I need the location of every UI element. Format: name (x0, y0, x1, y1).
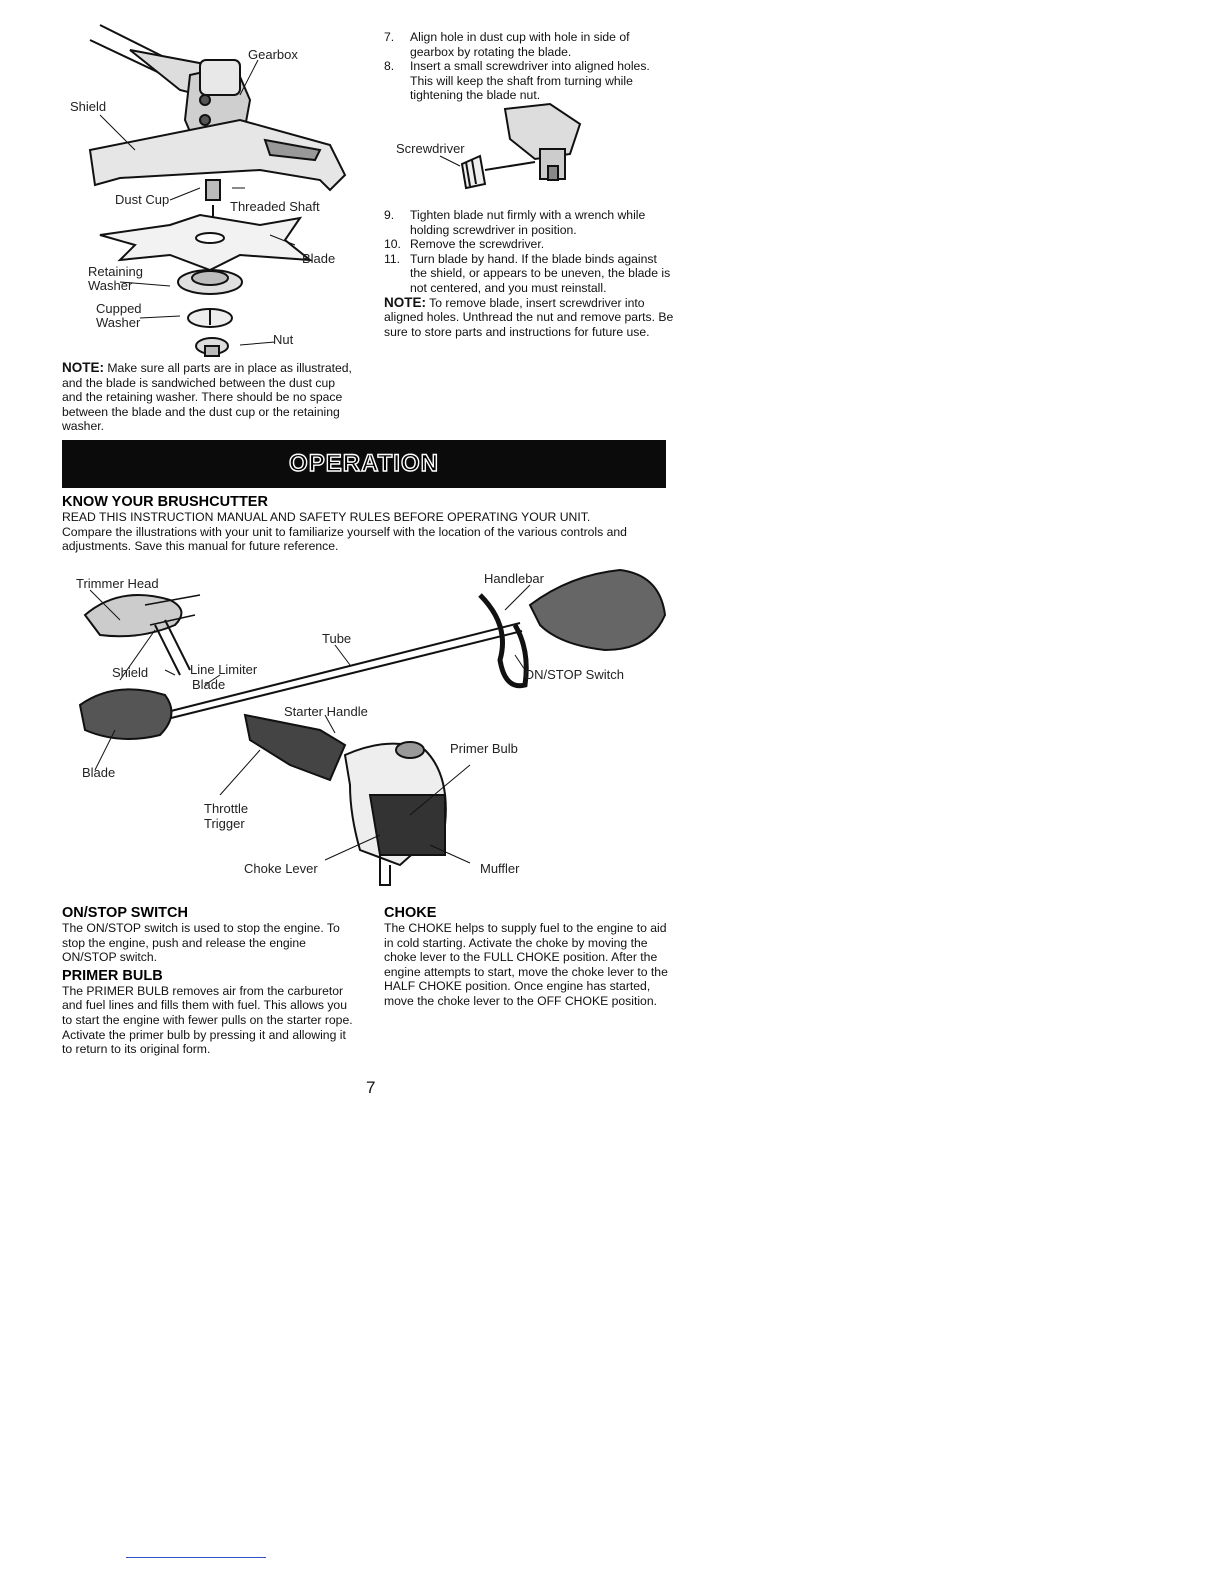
section-right-column (384, 905, 674, 1009)
note-left (62, 361, 354, 434)
label-trimmer-head: Trimmer Head (76, 576, 159, 591)
on-stop-text: The ON/STOP switch is used to stop the engine. To stop the engine, push and release the engine ON/STOP switch. (62, 921, 340, 965)
label-gearbox: Gearbox (248, 47, 298, 62)
step-text: Turn blade by hand. If the blade binds against the shield, or appears to be uneven, the blade is not centered, and you must reinstall. (410, 251, 671, 295)
operation-banner (62, 440, 666, 488)
label-muffler: Muffler (480, 861, 520, 876)
label-starter-handle: Starter Handle (284, 704, 368, 719)
choke-heading: CHOKE (384, 905, 437, 921)
step-number: 9. (384, 208, 395, 222)
primer-text: The PRIMER BULB removes air from the carburetor and fuel lines and fills them with fuel. This allows you to start the engine with fewer pulls on the starter rope. Activate the primer bulb by pressing it and allowing it to return to its original form. (62, 983, 353, 1057)
label-washer-2: Washer (96, 315, 141, 330)
note-right (384, 296, 674, 340)
label-throttle: Throttle (204, 801, 249, 816)
label-primer-bulb: Primer Bulb (450, 741, 518, 756)
list-item (384, 237, 674, 252)
step-text: Remove the screwdriver. (410, 237, 545, 252)
step-number: 10. (384, 237, 401, 252)
list-item (384, 59, 674, 103)
label-blade-upper: Blade (192, 677, 226, 692)
screwdriver-illustration (440, 104, 640, 194)
footer-rule (126, 1557, 266, 1558)
step-number: 7. (384, 30, 395, 44)
label-cupped: Cupped (96, 301, 142, 316)
label-washer-1: Washer (88, 278, 133, 293)
label-choke-lever: Choke Lever (244, 861, 318, 876)
steps-list-lower (384, 208, 674, 339)
label-blade: Blade (302, 251, 336, 266)
brushcutter-illustration (60, 565, 680, 895)
label-handlebar: Handlebar (484, 571, 544, 586)
label-blade-lower: Blade (82, 765, 116, 780)
label-shield-unit: Shield (112, 665, 149, 680)
label-dust-cup: Dust Cup (115, 192, 170, 207)
note-keyword: NOTE: (384, 294, 426, 310)
primer-heading: PRIMER BULB (62, 967, 163, 984)
note-text: To remove blade, insert screwdriver into aligned holes. Unthread the nut and remove parts. Be sure to store parts and instructions for future use. (384, 295, 674, 339)
label-line-limiter: Line Limiter (190, 662, 258, 677)
choke-text: The CHOKE helps to supply fuel to the engine to aid in cold starting. Activate the choke by moving the choke lever to the FULL CHOKE position. After the engine attempts to start, move the choke lever to the HALF CHOKE position. Once engine has started, move the choke lever to the OFF CHOKE position. (384, 921, 668, 1008)
steps-list-upper (384, 30, 674, 103)
step-text: Tighten blade nut firmly with a wrench while holding screwdriver in position. (410, 208, 646, 237)
label-retaining: Retaining (88, 264, 143, 279)
label-screwdriver: Screwdriver (396, 141, 465, 156)
label-on-stop-switch: ON/STOP Switch (524, 667, 624, 682)
label-threaded-shaft: Threaded Shaft (230, 199, 320, 214)
step-number: 8. (384, 59, 395, 74)
label-tube: Tube (322, 631, 352, 646)
label-shield: Shield (70, 99, 107, 114)
know-heading: KNOW YOUR BRUSHCUTTER (62, 494, 268, 510)
step-number: 11. (384, 251, 401, 266)
know-line1: READ THIS INSTRUCTION MANUAL AND SAFETY RULES BEFORE OPERATING YOUR UNIT. (62, 510, 591, 524)
step-text: Insert a small screwdriver into aligned holes. This will keep the shaft from turning while tightening the blade nut. (410, 59, 650, 103)
label-trigger: Trigger (204, 816, 245, 831)
banner-title: OPERATION (289, 450, 439, 477)
know-section (62, 494, 682, 554)
label-nut: Nut (273, 332, 294, 347)
note-text: Make sure all parts are in place as illustrated, and the blade is sandwiched between the dust cup and the retaining washer. There should be no space between the blade and the dust cup or the retaining washer. (62, 361, 352, 434)
section-left-column (62, 905, 354, 1057)
note-keyword: NOTE: (62, 360, 104, 375)
list-item (384, 208, 674, 237)
list-item (384, 252, 674, 296)
step-text: Align hole in dust cup with hole in side of gearbox by rotating the blade. (410, 30, 630, 59)
page-number: 7 (366, 1078, 376, 1097)
on-stop-heading: ON/STOP SWITCH (62, 905, 188, 921)
know-text: Compare the illustrations with your unit to familiarize yourself with the location of the various controls and adjustments. Save this manual for future reference. (62, 524, 627, 554)
list-item (384, 30, 674, 59)
